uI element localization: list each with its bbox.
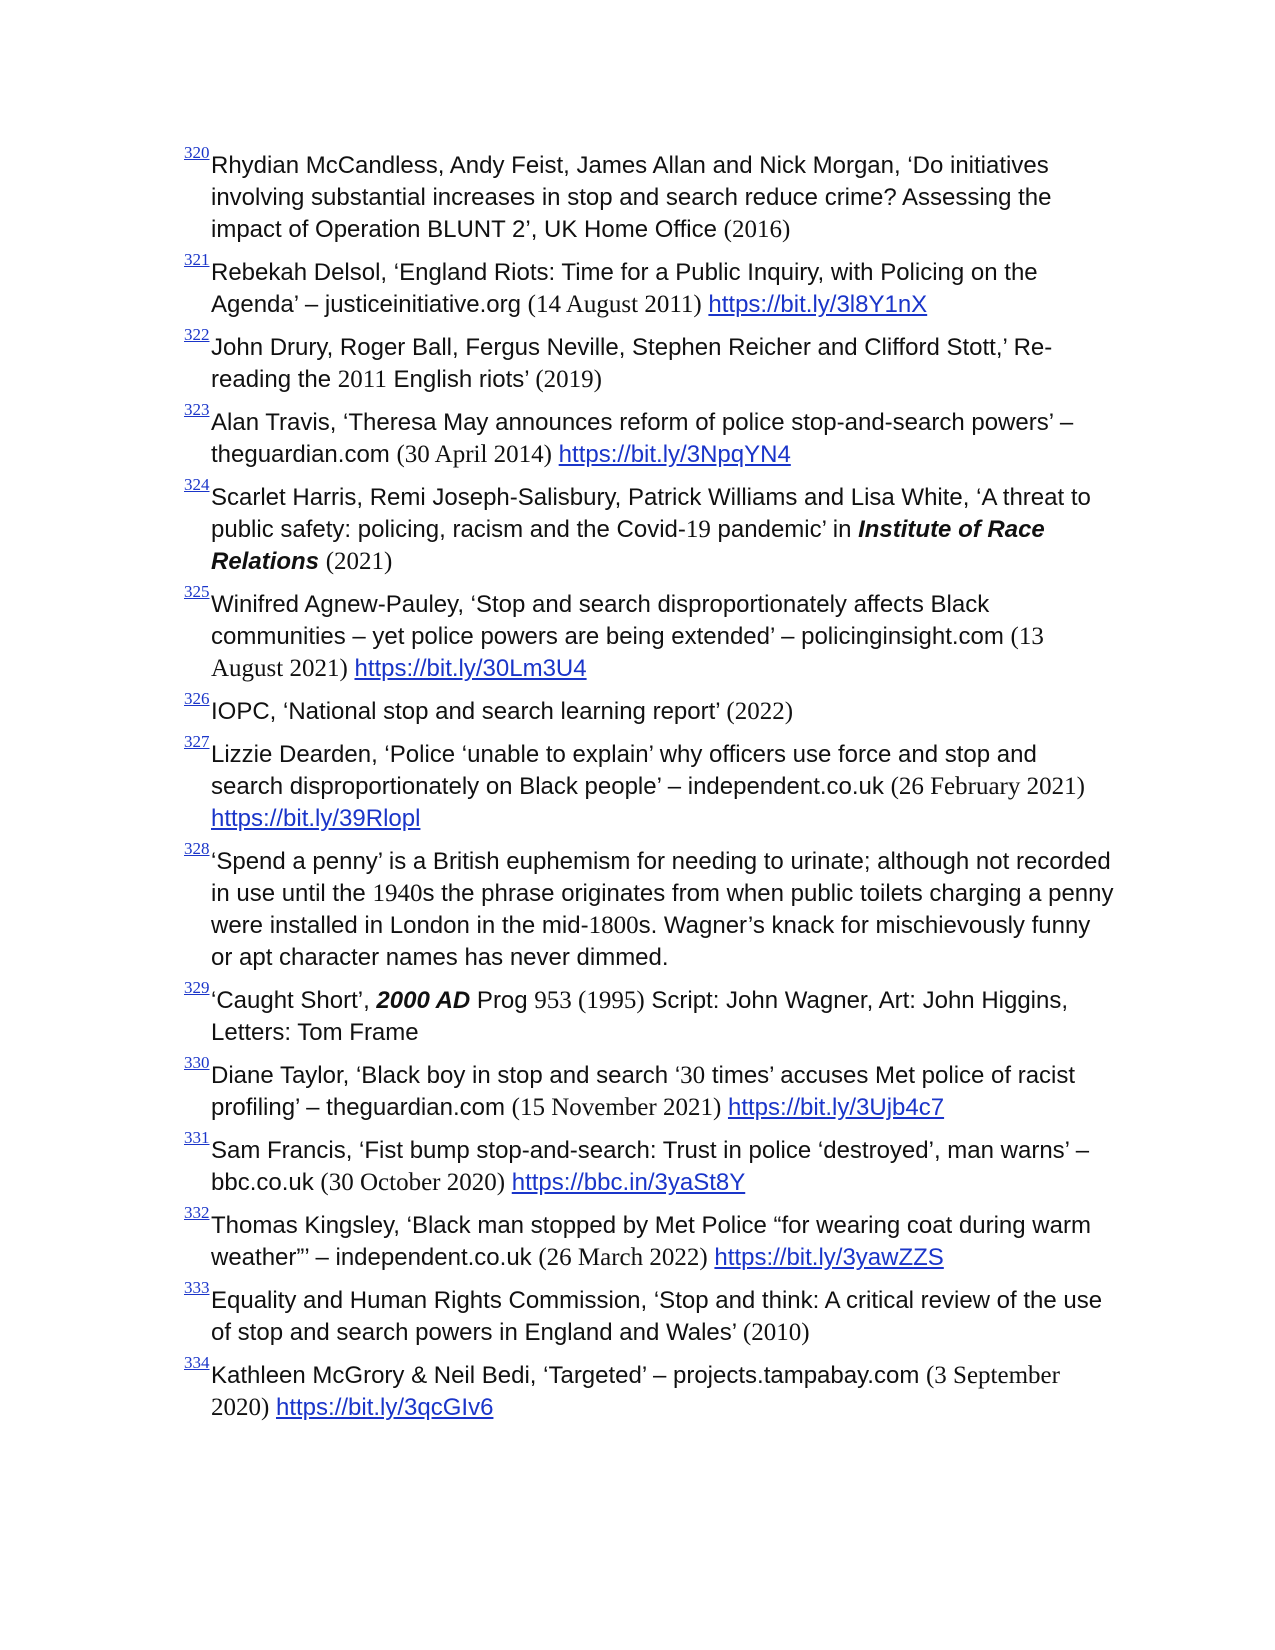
footnote-prog-number: 953 [534,987,572,1014]
footnote-century: 1800 [588,912,639,939]
footnote-number-link[interactable]: 328 [184,839,210,858]
footnote-327 [184,732,1114,835]
footnote-date: (3 September 2020) [211,1362,1060,1421]
footnote-url-link[interactable]: https://bit.ly/39Rlopl [211,805,421,832]
footnote-date: (13 August 2021) [211,623,1044,682]
footnote-323 [184,400,1114,471]
footnote-url-link[interactable]: https://bit.ly/3l8Y1nX [708,291,928,318]
footnote-number-text: 30 [680,1062,706,1089]
footnote-325 [184,582,1114,685]
footnote-334 [184,1353,1114,1424]
footnote-text: Lizzie Dearden, ‘Police ‘unable to explain’ why officers use force and stop and search disproportionately on Black people’ – independent.co.uk [211,741,1037,800]
footnote-324 [184,475,1114,578]
footnote-text-continued: Prog [470,987,535,1014]
footnote-text-continued: times’ accuses Met police of racist profiling’ – theguardian.com [211,1062,1076,1121]
footnote-text: Kathleen McGrory & Neil Bedi, ‘Targeted’ – projects.tampabay.com [211,1362,926,1389]
footnote-326 [184,689,1114,728]
footnote-331 [184,1128,1114,1199]
footnote-text: Thomas Kingsley, ‘Black man stopped by Met Police “for wearing coat during warm weather”’ – independent.co.uk [211,1212,1091,1271]
footnote-date: (2022) [726,698,794,725]
footnote-text-continued: s the phrase originates from when public toilets charging a penny were installed in London in the mid- [211,880,1114,939]
footnote-list [184,143,1114,1435]
footnote-date: (26 February 2021) [890,773,1085,800]
footnote-text: Diane Taylor, ‘Black boy in stop and search ‘ [211,1062,681,1089]
footnote-date: (2021) [325,548,393,575]
footnote-329 [184,978,1114,1049]
footnote-url-link[interactable]: https://bit.ly/30Lm3U4 [354,655,587,682]
footnote-text: IOPC, ‘National stop and search learning report’ [211,698,727,725]
footnote-year: 2011 [337,366,387,393]
footnote-url-link[interactable]: https://bit.ly/3Ujb4c7 [727,1094,945,1121]
footnote-date: (26 March 2022) [538,1244,708,1271]
footnote-text: Rebekah Delsol, ‘England Riots: Time for a Public Inquiry, with Policing on the Agenda’ – justiceinitiative.org [211,259,1038,318]
footnote-credits: Script: John Wagner, Art: John Higgins, Letters: Tom Frame [211,987,1069,1046]
footnote-text-continued: English riots’ [386,366,536,393]
footnote-publication: Institute of Race Relations [211,516,1045,575]
footnote-text: Winifred Agnew-Pauley, ‘Stop and search disproportionately affects Black communities – yet police powers are being extended’ – policinginsight.com [211,591,1011,650]
footnote-date: (15 November 2021) [511,1094,722,1121]
footnote-330 [184,1053,1114,1124]
footnote-number-text: 19 [685,516,711,543]
footnote-332 [184,1203,1114,1274]
footnote-322 [184,325,1114,396]
footnote-text: Sam Francis, ‘Fist bump stop-and-search: Trust in police ‘destroyed’, man warns’ – bbc.co.uk [211,1137,1090,1196]
footnote-321 [184,250,1114,321]
footnote-number-link[interactable]: 326 [184,689,210,708]
footnote-date: (30 April 2014) [396,441,552,468]
footnote-date: (2019) [535,366,602,393]
footnote-text-continued: pandemic’ in [710,516,859,543]
footnote-text: ‘Spend a penny’ is a British euphemism for needing to urinate; although not recorded in use until the [211,848,1111,907]
footnote-date: (2016) [723,216,791,243]
footnote-text: Rhydian McCandless, Andy Feist, James Allan and Nick Morgan, ‘Do initiatives involving substantial increases in stop and search reduce crime? Assessing the impact of Operation BLUNT 2’, UK Home Office [211,152,1052,243]
footnote-number-link[interactable]: 324 [184,475,210,494]
footnote-url-link[interactable]: https://bit.ly/3NpqYN4 [558,441,791,468]
footnote-text: ‘Caught Short’, [211,987,377,1014]
footnote-date: (2010) [742,1319,810,1346]
footnote-number-link[interactable]: 327 [184,732,210,751]
footnote-number-link[interactable]: 334 [184,1353,210,1372]
footnote-number-link[interactable]: 322 [184,325,210,344]
footnote-text: Scarlet Harris, Remi Joseph-Salisbury, Patrick Williams and Lisa White, ‘A threat to public safety: policing, racism and the Covid- [211,484,1091,543]
footnote-text: John Drury, Roger Ball, Fergus Neville, Stephen Reicher and Clifford Stott,’ Re-reading the [211,334,1053,393]
footnote-number-link[interactable]: 321 [184,250,210,269]
footnote-decade: 1940 [372,880,423,907]
footnote-328 [184,839,1114,974]
footnote-320 [184,143,1114,246]
footnote-text: Equality and Human Rights Commission, ‘Stop and think: A critical review of the use of stop and search powers in England and Wales’ [211,1287,1103,1346]
footnote-text: Alan Travis, ‘Theresa May announces reform of police stop-and-search powers’ – theguardian.com [211,409,1074,468]
footnote-url-link[interactable]: https://bbc.in/3yaSt8Y [511,1169,746,1196]
footnote-url-link[interactable]: https://bit.ly/3qcGIv6 [276,1394,494,1421]
footnote-number-link[interactable]: 320 [184,143,210,162]
footnote-number-link[interactable]: 330 [184,1053,210,1072]
footnote-publication: 2000 AD [376,987,471,1014]
footnote-number-link[interactable]: 332 [184,1203,210,1222]
footnote-number-link[interactable]: 331 [184,1128,210,1147]
footnote-333 [184,1278,1114,1349]
footnote-date: (14 August 2011) [527,291,702,318]
footnote-text-end: s. Wagner’s knack for mischievously funny or apt character names has never dimmed. [211,912,1091,971]
footnote-number-link[interactable]: 329 [184,978,210,997]
footnote-number-link[interactable]: 333 [184,1278,210,1297]
footnote-number-link[interactable]: 325 [184,582,210,601]
footnote-number-link[interactable]: 323 [184,400,210,419]
footnote-url-link[interactable]: https://bit.ly/3yawZZS [714,1244,944,1271]
footnote-date: (30 October 2020) [320,1169,506,1196]
footnote-date: (1995) [571,987,645,1014]
